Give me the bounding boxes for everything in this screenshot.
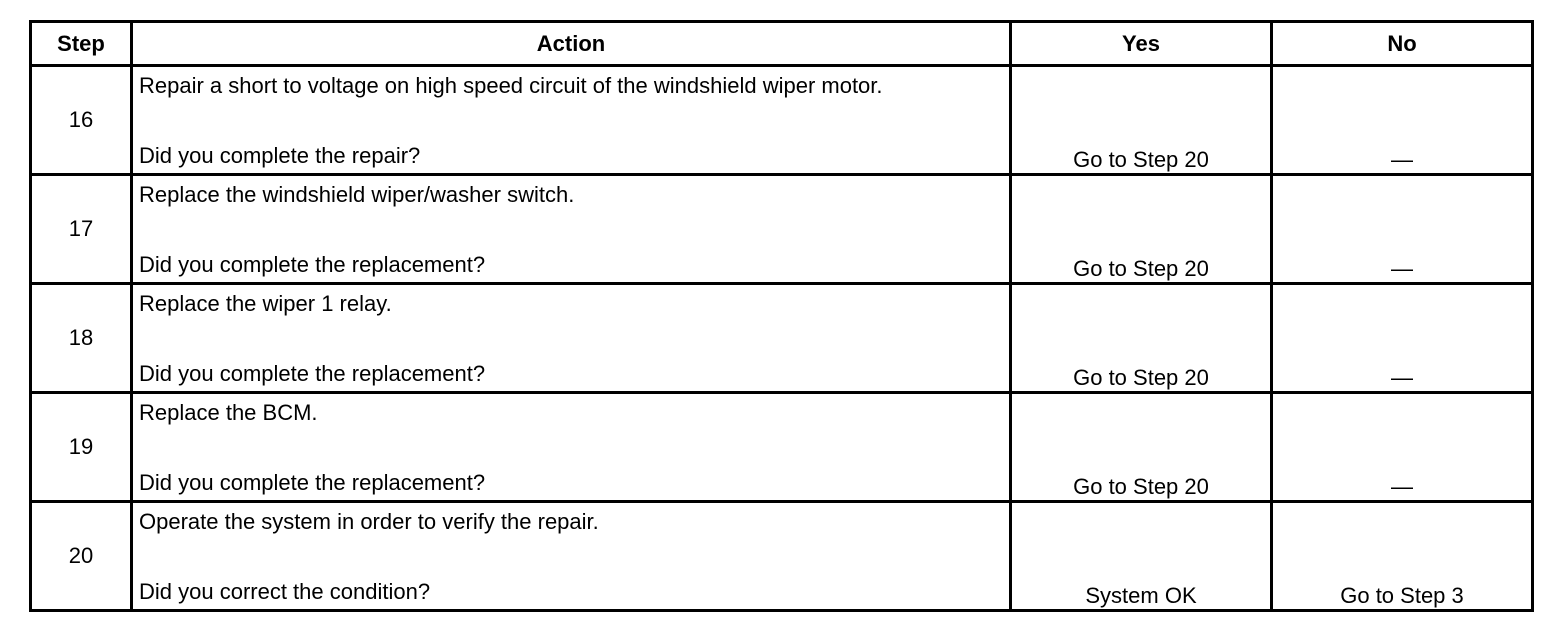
- action-instruction: Replace the windshield wiper/washer switch.: [139, 182, 575, 207]
- action-question: Did you correct the condition?: [139, 579, 431, 604]
- table-row: [31, 502, 1533, 611]
- step-number: 20: [31, 502, 132, 611]
- action-instruction: Replace the wiper 1 relay.: [139, 291, 392, 316]
- no-outcome: [1272, 284, 1533, 393]
- table-row: [31, 66, 1533, 175]
- step-number: 17: [31, 175, 132, 284]
- action-cell: [132, 502, 1011, 611]
- no-outcome-text: —: [1391, 474, 1413, 499]
- step-number: 19: [31, 393, 132, 502]
- yes-outcome-text: System OK: [1085, 583, 1197, 608]
- action-instruction: Replace the BCM.: [139, 400, 318, 425]
- action-question: Did you complete the repair?: [139, 143, 421, 168]
- action-cell: [132, 66, 1011, 175]
- no-outcome: [1272, 502, 1533, 611]
- yes-outcome: [1011, 393, 1272, 502]
- yes-outcome-text: Go to Step 20: [1073, 365, 1209, 390]
- table-header-row: [31, 22, 1533, 66]
- step-number: 18: [31, 284, 132, 393]
- header-no: No: [1272, 22, 1533, 66]
- yes-outcome: [1011, 502, 1272, 611]
- action-question: Did you complete the replacement?: [139, 252, 486, 277]
- table-row: [31, 175, 1533, 284]
- action-instruction: Operate the system in order to verify the repair.: [139, 509, 599, 534]
- action-instruction: Repair a short to voltage on high speed circuit of the windshield wiper motor.: [139, 73, 883, 98]
- yes-outcome: [1011, 66, 1272, 175]
- header-action: Action: [132, 22, 1011, 66]
- yes-outcome-text: Go to Step 20: [1073, 256, 1209, 281]
- action-cell: [132, 393, 1011, 502]
- header-yes: Yes: [1011, 22, 1272, 66]
- yes-outcome: [1011, 175, 1272, 284]
- action-question: Did you complete the replacement?: [139, 470, 486, 495]
- table-row: [31, 284, 1533, 393]
- no-outcome: [1272, 66, 1533, 175]
- no-outcome-text: —: [1391, 256, 1413, 281]
- no-outcome-text: —: [1391, 365, 1413, 390]
- yes-outcome-text: Go to Step 20: [1073, 474, 1209, 499]
- no-outcome-text: Go to Step 3: [1340, 583, 1464, 608]
- action-question: Did you complete the replacement?: [139, 361, 486, 386]
- no-outcome: [1272, 393, 1533, 502]
- step-number: 16: [31, 66, 132, 175]
- yes-outcome: [1011, 284, 1272, 393]
- diagnostic-step-table: [29, 20, 1534, 612]
- header-step: Step: [31, 22, 132, 66]
- no-outcome-text: —: [1391, 147, 1413, 172]
- yes-outcome-text: Go to Step 20: [1073, 147, 1209, 172]
- no-outcome: [1272, 175, 1533, 284]
- action-cell: [132, 175, 1011, 284]
- action-cell: [132, 284, 1011, 393]
- table-row: [31, 393, 1533, 502]
